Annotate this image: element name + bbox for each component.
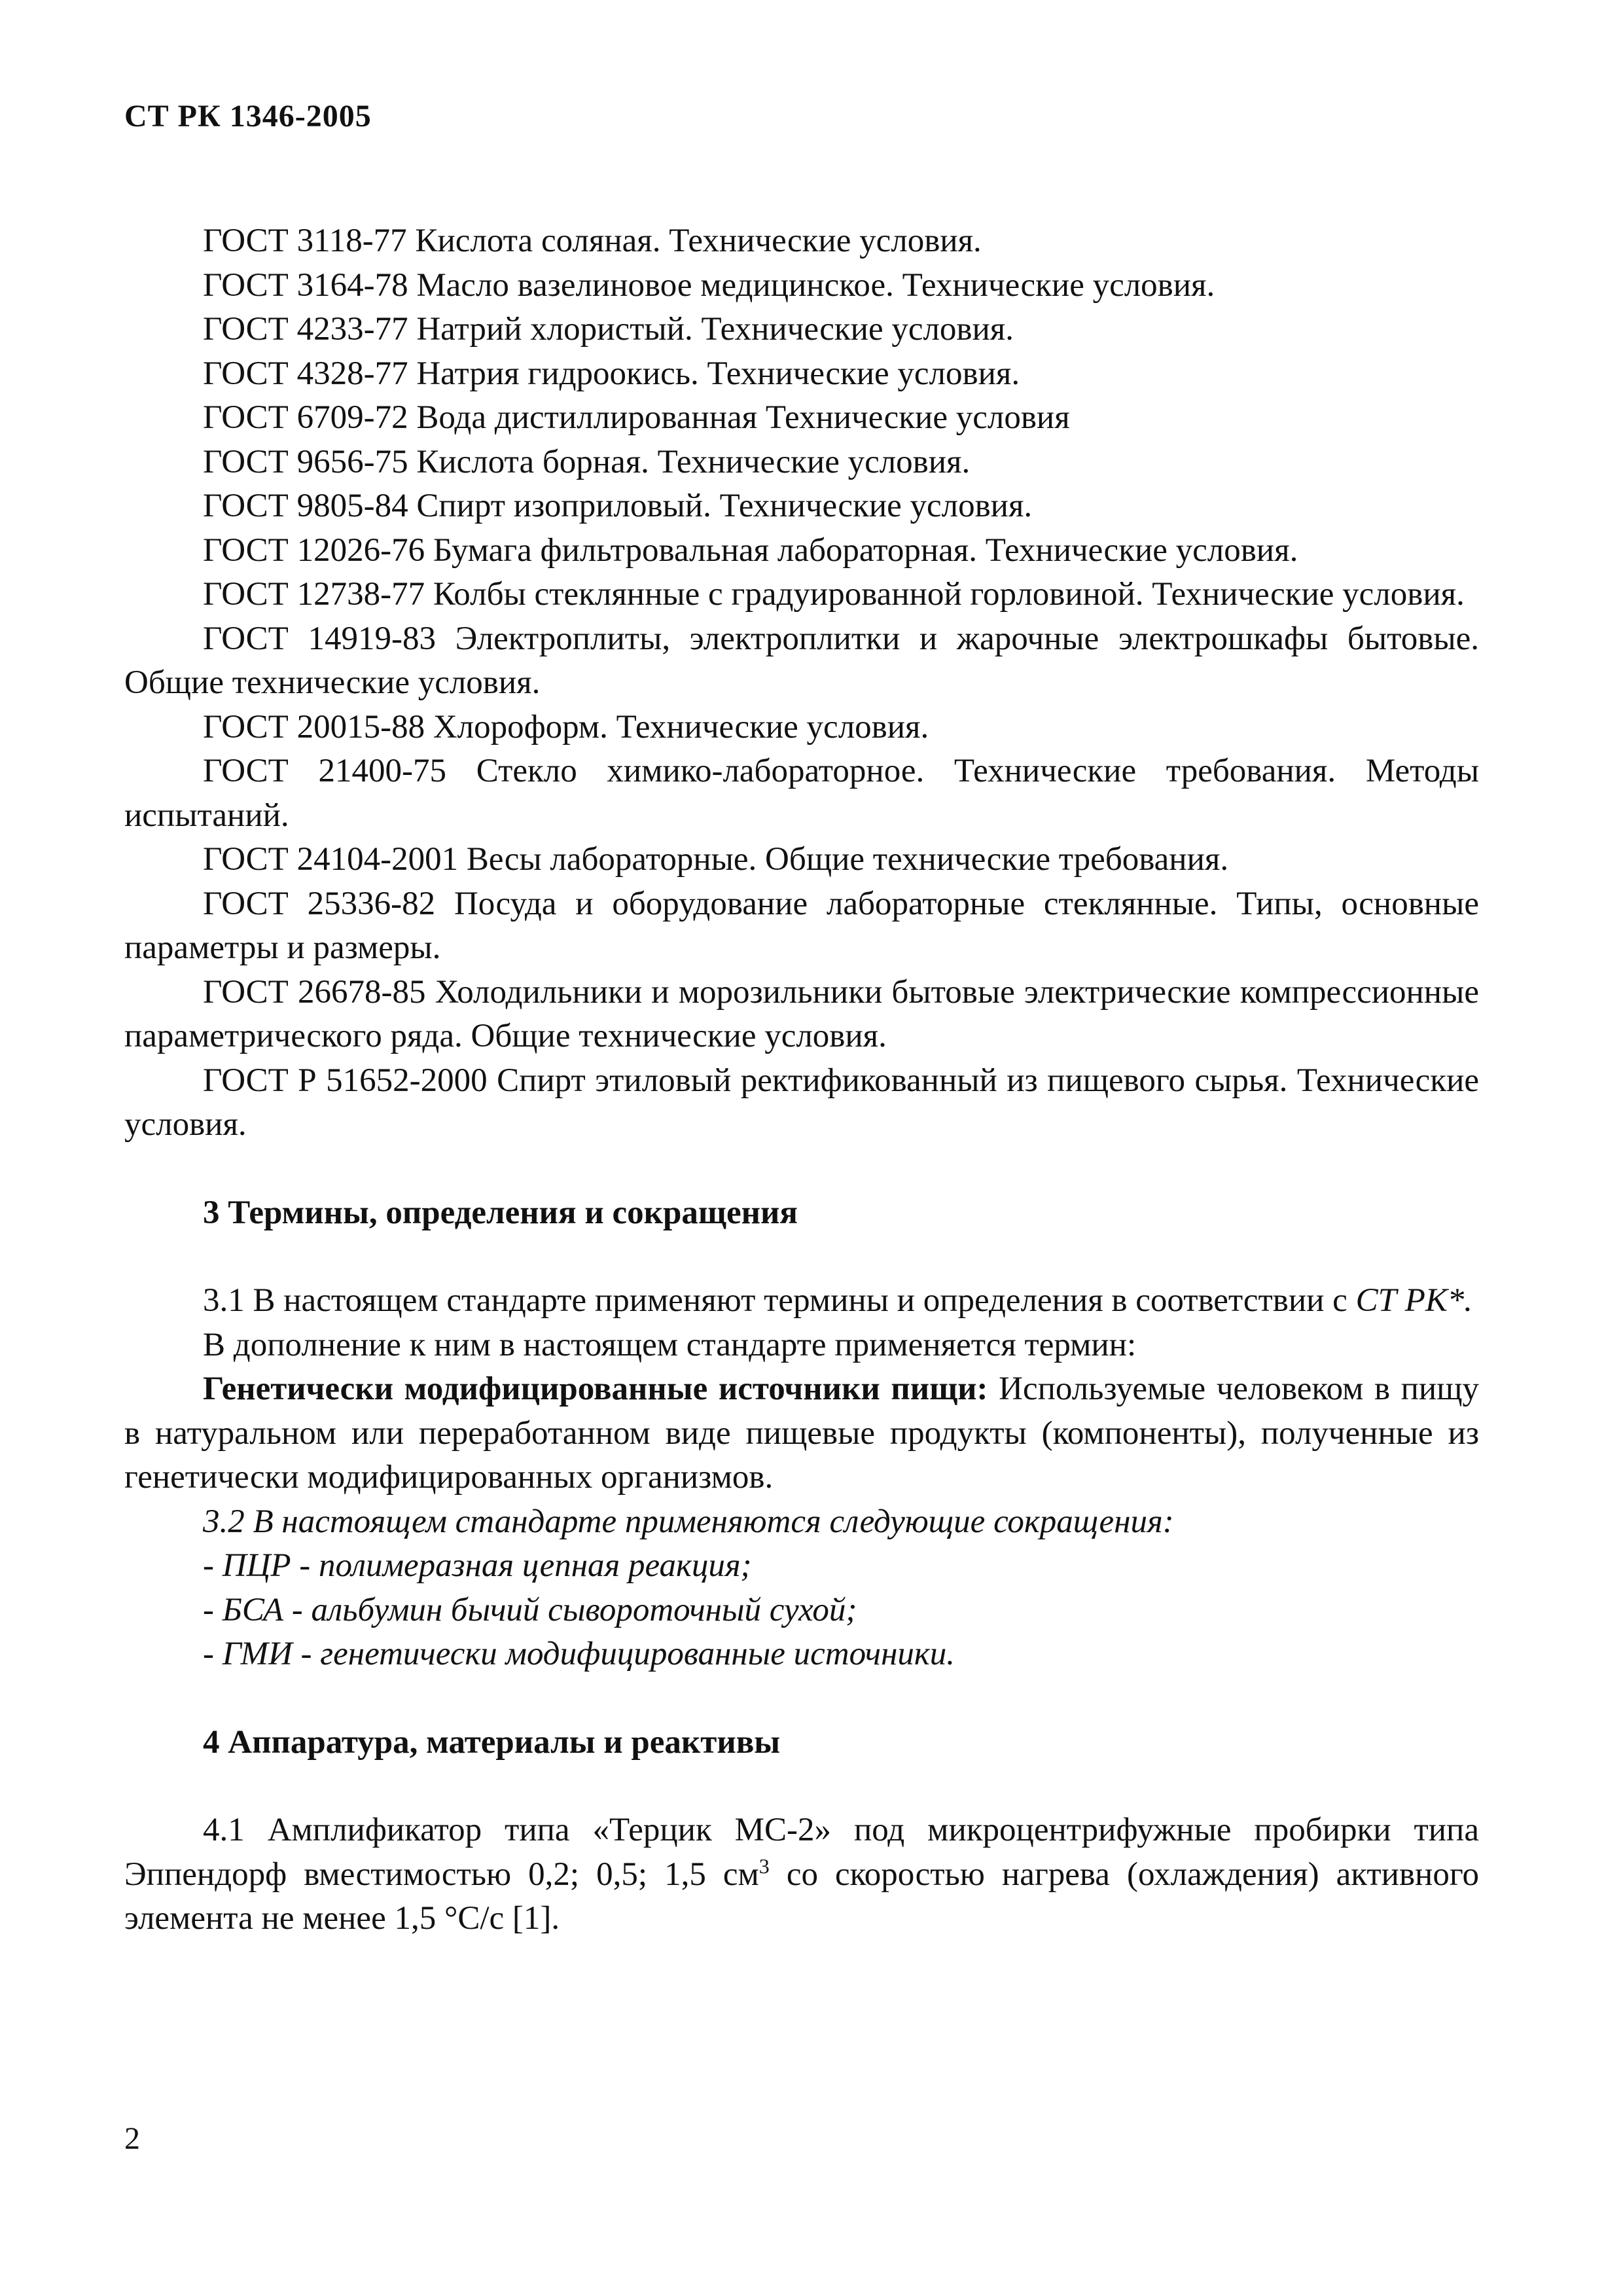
term-definition-paragraph bbox=[124, 1367, 1479, 1500]
reference-item: ГОСТ 26678-85 Холодильники и морозильники бытовые электрические компрессионные параметрического ряда. Общие технические условия. bbox=[124, 973, 1479, 1054]
reference-item: ГОСТ 9656-75 Кислота борная. Технические условия. bbox=[203, 443, 971, 480]
page-content bbox=[124, 219, 1479, 1941]
references-list bbox=[124, 219, 1479, 1147]
abbreviation-item: - БСА - альбумин бычий сывороточный сухой; bbox=[203, 1591, 857, 1628]
standard-reference: СТ РК*. bbox=[1355, 1282, 1472, 1319]
abbreviation-item: - ПЦР - полимеразная цепная реакция; bbox=[203, 1547, 752, 1584]
page-number: 2 bbox=[124, 2121, 140, 2156]
section-3-1-paragraph bbox=[124, 1279, 1479, 1323]
reference-item: ГОСТ 6709-72 Вода дистиллированная Технические условия bbox=[203, 399, 1070, 436]
reference-item: ГОСТ 12026-76 Бумага фильтровальная лабораторная. Технические условия. bbox=[203, 531, 1298, 569]
reference-item: ГОСТ 3118-77 Кислота соляная. Технические условия. bbox=[203, 223, 982, 259]
reference-item: ГОСТ 20015-88 Хлороформ. Технические условия. bbox=[203, 708, 929, 745]
reference-item: ГОСТ 12738-77 Колбы стеклянные с градуированной горловиной. Технические условия. bbox=[203, 576, 1465, 613]
reference-item: ГОСТ 4328-77 Натрия гидроокись. Технические условия. bbox=[203, 355, 1020, 392]
reference-item: ГОСТ 21400-75 Стекло химико-лабораторное. Технические требования. Методы испытаний. bbox=[124, 753, 1479, 834]
reference-item: ГОСТ 25336-82 Посуда и оборудование лабораторные стеклянные. Типы, основные параметры и размеры. bbox=[124, 885, 1479, 966]
section-4-1-paragraph bbox=[124, 1808, 1479, 1941]
term-label: Генетически модифицированные источники пищи: bbox=[203, 1371, 988, 1407]
section-3-supplement-paragraph: В дополнение к ним в настоящем стандарте применяется термин: bbox=[203, 1326, 1137, 1363]
reference-item: ГОСТ 14919-83 Электроплиты, электроплитки и жарочные электрошкафы бытовые. Общие технические условия. bbox=[124, 620, 1479, 701]
reference-item: ГОСТ 24104-2001 Весы лабораторные. Общие технические требования. bbox=[203, 841, 1229, 878]
section-3-2-paragraph: 3.2 В настоящем стандарте применяются следующие сокращения: bbox=[203, 1503, 1174, 1540]
reference-item: ГОСТ 9805-84 Спирт изоприловый. Технические условия. bbox=[203, 488, 1033, 524]
section-3-title: 3 Термины, определения и сокращения bbox=[203, 1194, 798, 1231]
section-3-1-text: 3.1 В настоящем стандарте применяют термины и определения в соответствии с bbox=[203, 1282, 1347, 1319]
cubic-superscript: 3 bbox=[758, 1854, 770, 1878]
abbreviation-item: - ГМИ - генетически модифицированные источники. bbox=[203, 1636, 955, 1672]
section-4-title: 4 Аппаратура, материалы и реактивы bbox=[203, 1723, 781, 1761]
section-4-1-text-b: со скоростью нагрева (охлаждения) активного элемента не менее 1,5 °С/с [1]. bbox=[124, 1856, 1479, 1937]
section-4-1-text-a: 4.1 Амплификатор типа «Терцик МС-2» под микроцентрифужные пробирки типа Эппендорф вместимостью 0,2; 0,5; 1,5 см bbox=[124, 1812, 1479, 1893]
reference-item: ГОСТ 4233-77 Натрий хлористый. Технические условия. bbox=[203, 311, 1014, 348]
document-header: СТ РК 1346-2005 bbox=[124, 99, 372, 134]
reference-item: ГОСТ 3164-78 Масло вазелиновое медицинское. Технические условия. bbox=[203, 266, 1215, 304]
reference-item: ГОСТ Р 51652-2000 Спирт этиловый ректификованный из пищевого сырья. Технические условия. bbox=[124, 1062, 1479, 1143]
term-definition: Используемые человеком в пищу в натуральном или переработанном виде пищевые продукты (компоненты), полученные из генетически модифицированных организмов. bbox=[124, 1371, 1479, 1496]
abbreviations-list bbox=[124, 1544, 1479, 1677]
